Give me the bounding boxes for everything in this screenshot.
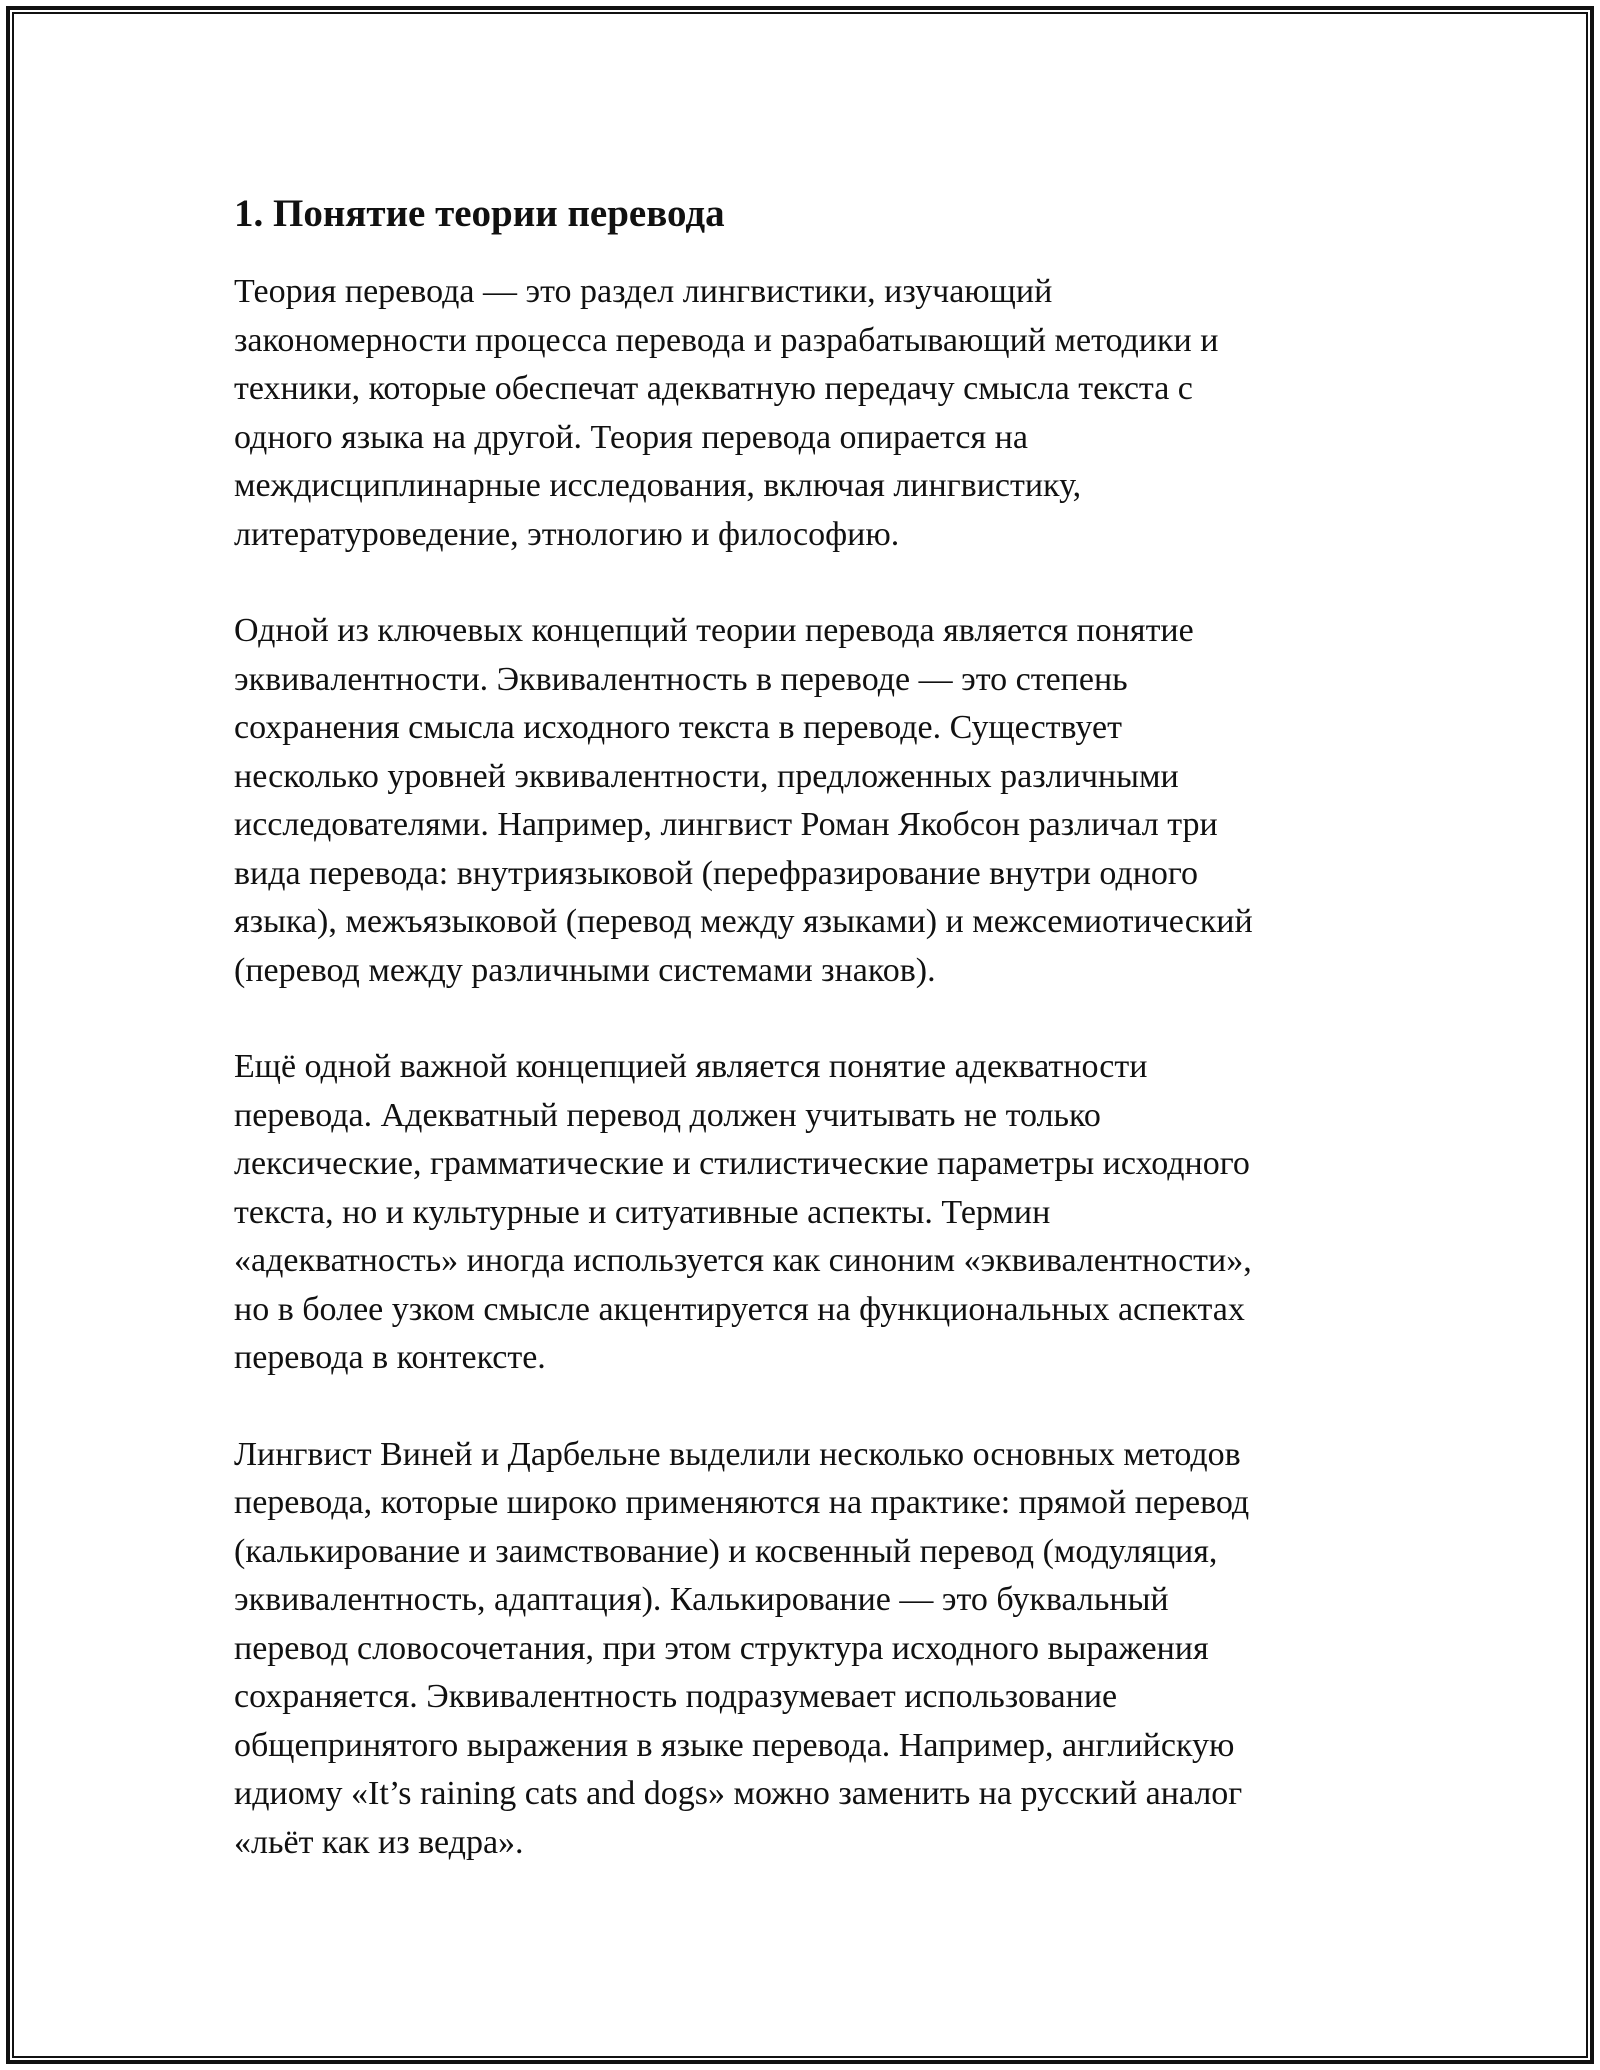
paragraph-adequacy	[234, 1043, 1364, 1383]
text-line: сохраняется. Эквивалентность подразумевает использование	[234, 1678, 1118, 1715]
text-line: текста, но и культурные и ситуативные аспекты. Термин	[234, 1193, 1051, 1231]
text-line: перевода в контексте.	[234, 1339, 546, 1376]
text-line: общепринятого выражения в языке перевода. Например, английскую	[234, 1726, 1235, 1764]
text-line: Лингвист Виней и Дарбельне выделили несколько основных методов	[234, 1435, 1241, 1473]
text-line: перевод словосочетания, при этом структура исходного выражения	[234, 1629, 1209, 1667]
text-line: вида перевода: внутриязыковой (перефразирование внутри одного	[234, 854, 1199, 892]
text-line: языка), межъязыковой (перевод между языками) и межсемиотический	[234, 903, 1253, 940]
text-line: несколько уровней эквивалентности, предложенных различными	[234, 757, 1179, 795]
text-line: исследователями. Например, лингвист Роман Якобсон различал три	[234, 806, 1218, 843]
text-line: (калькирование и заимствование) и косвенный перевод (модуляция,	[234, 1532, 1218, 1570]
text-line: перевода, которые широко применяются на практике: прямой перевод	[234, 1484, 1250, 1521]
text-line: перевода. Адекватный перевод должен учитывать не только	[234, 1096, 1101, 1134]
text-line: (перевод между различными системами знаков).	[234, 951, 936, 989]
text-line: «адекватность» иногда используется как синоним «эквивалентности»,	[234, 1242, 1252, 1279]
text-line: литературоведение, этнологию и философию.	[234, 515, 900, 553]
text-line: техники, которые обеспечат адекватную передачу смысла текста с	[234, 370, 1193, 407]
text-line: сохранения смысла исходного текста в переводе. Существует	[234, 709, 1122, 746]
text-line: Одной из ключевых концепций теории перевода является понятие	[234, 612, 1194, 649]
text-line: но в более узком смысле акцентируется на функциональных аспектах	[234, 1290, 1245, 1328]
document-body	[234, 186, 1364, 1915]
text-line: «льёт как из ведра».	[234, 1823, 524, 1861]
text-line: Теория перевода — это раздел лингвистики, изучающий	[234, 273, 1053, 310]
paragraph-translation-methods	[234, 1431, 1364, 1868]
text-line: междисциплинарные исследования, включая лингвистику,	[234, 467, 1082, 504]
text-line: эквивалентности. Эквивалентность в переводе — это степень	[234, 660, 1128, 698]
text-line: закономерности процесса перевода и разрабатывающий методики и	[234, 321, 1219, 359]
paragraph-equivalence	[234, 607, 1364, 995]
text-line: одного языка на другой. Теория перевода опирается на	[234, 418, 1028, 456]
paragraph-definition	[234, 268, 1364, 559]
section-title: 1. Понятие теории перевода	[234, 192, 725, 235]
text-line: лексические, грамматические и стилистические параметры исходного	[234, 1145, 1250, 1182]
text-line: эквивалентность, адаптация). Калькирование — это буквальный	[234, 1581, 1169, 1618]
text-line: Ещё одной важной концепцией является понятие адекватности	[234, 1048, 1148, 1085]
text-line: идиому «It’s raining cats and dogs» можно заменить на русский аналог	[234, 1775, 1243, 1812]
